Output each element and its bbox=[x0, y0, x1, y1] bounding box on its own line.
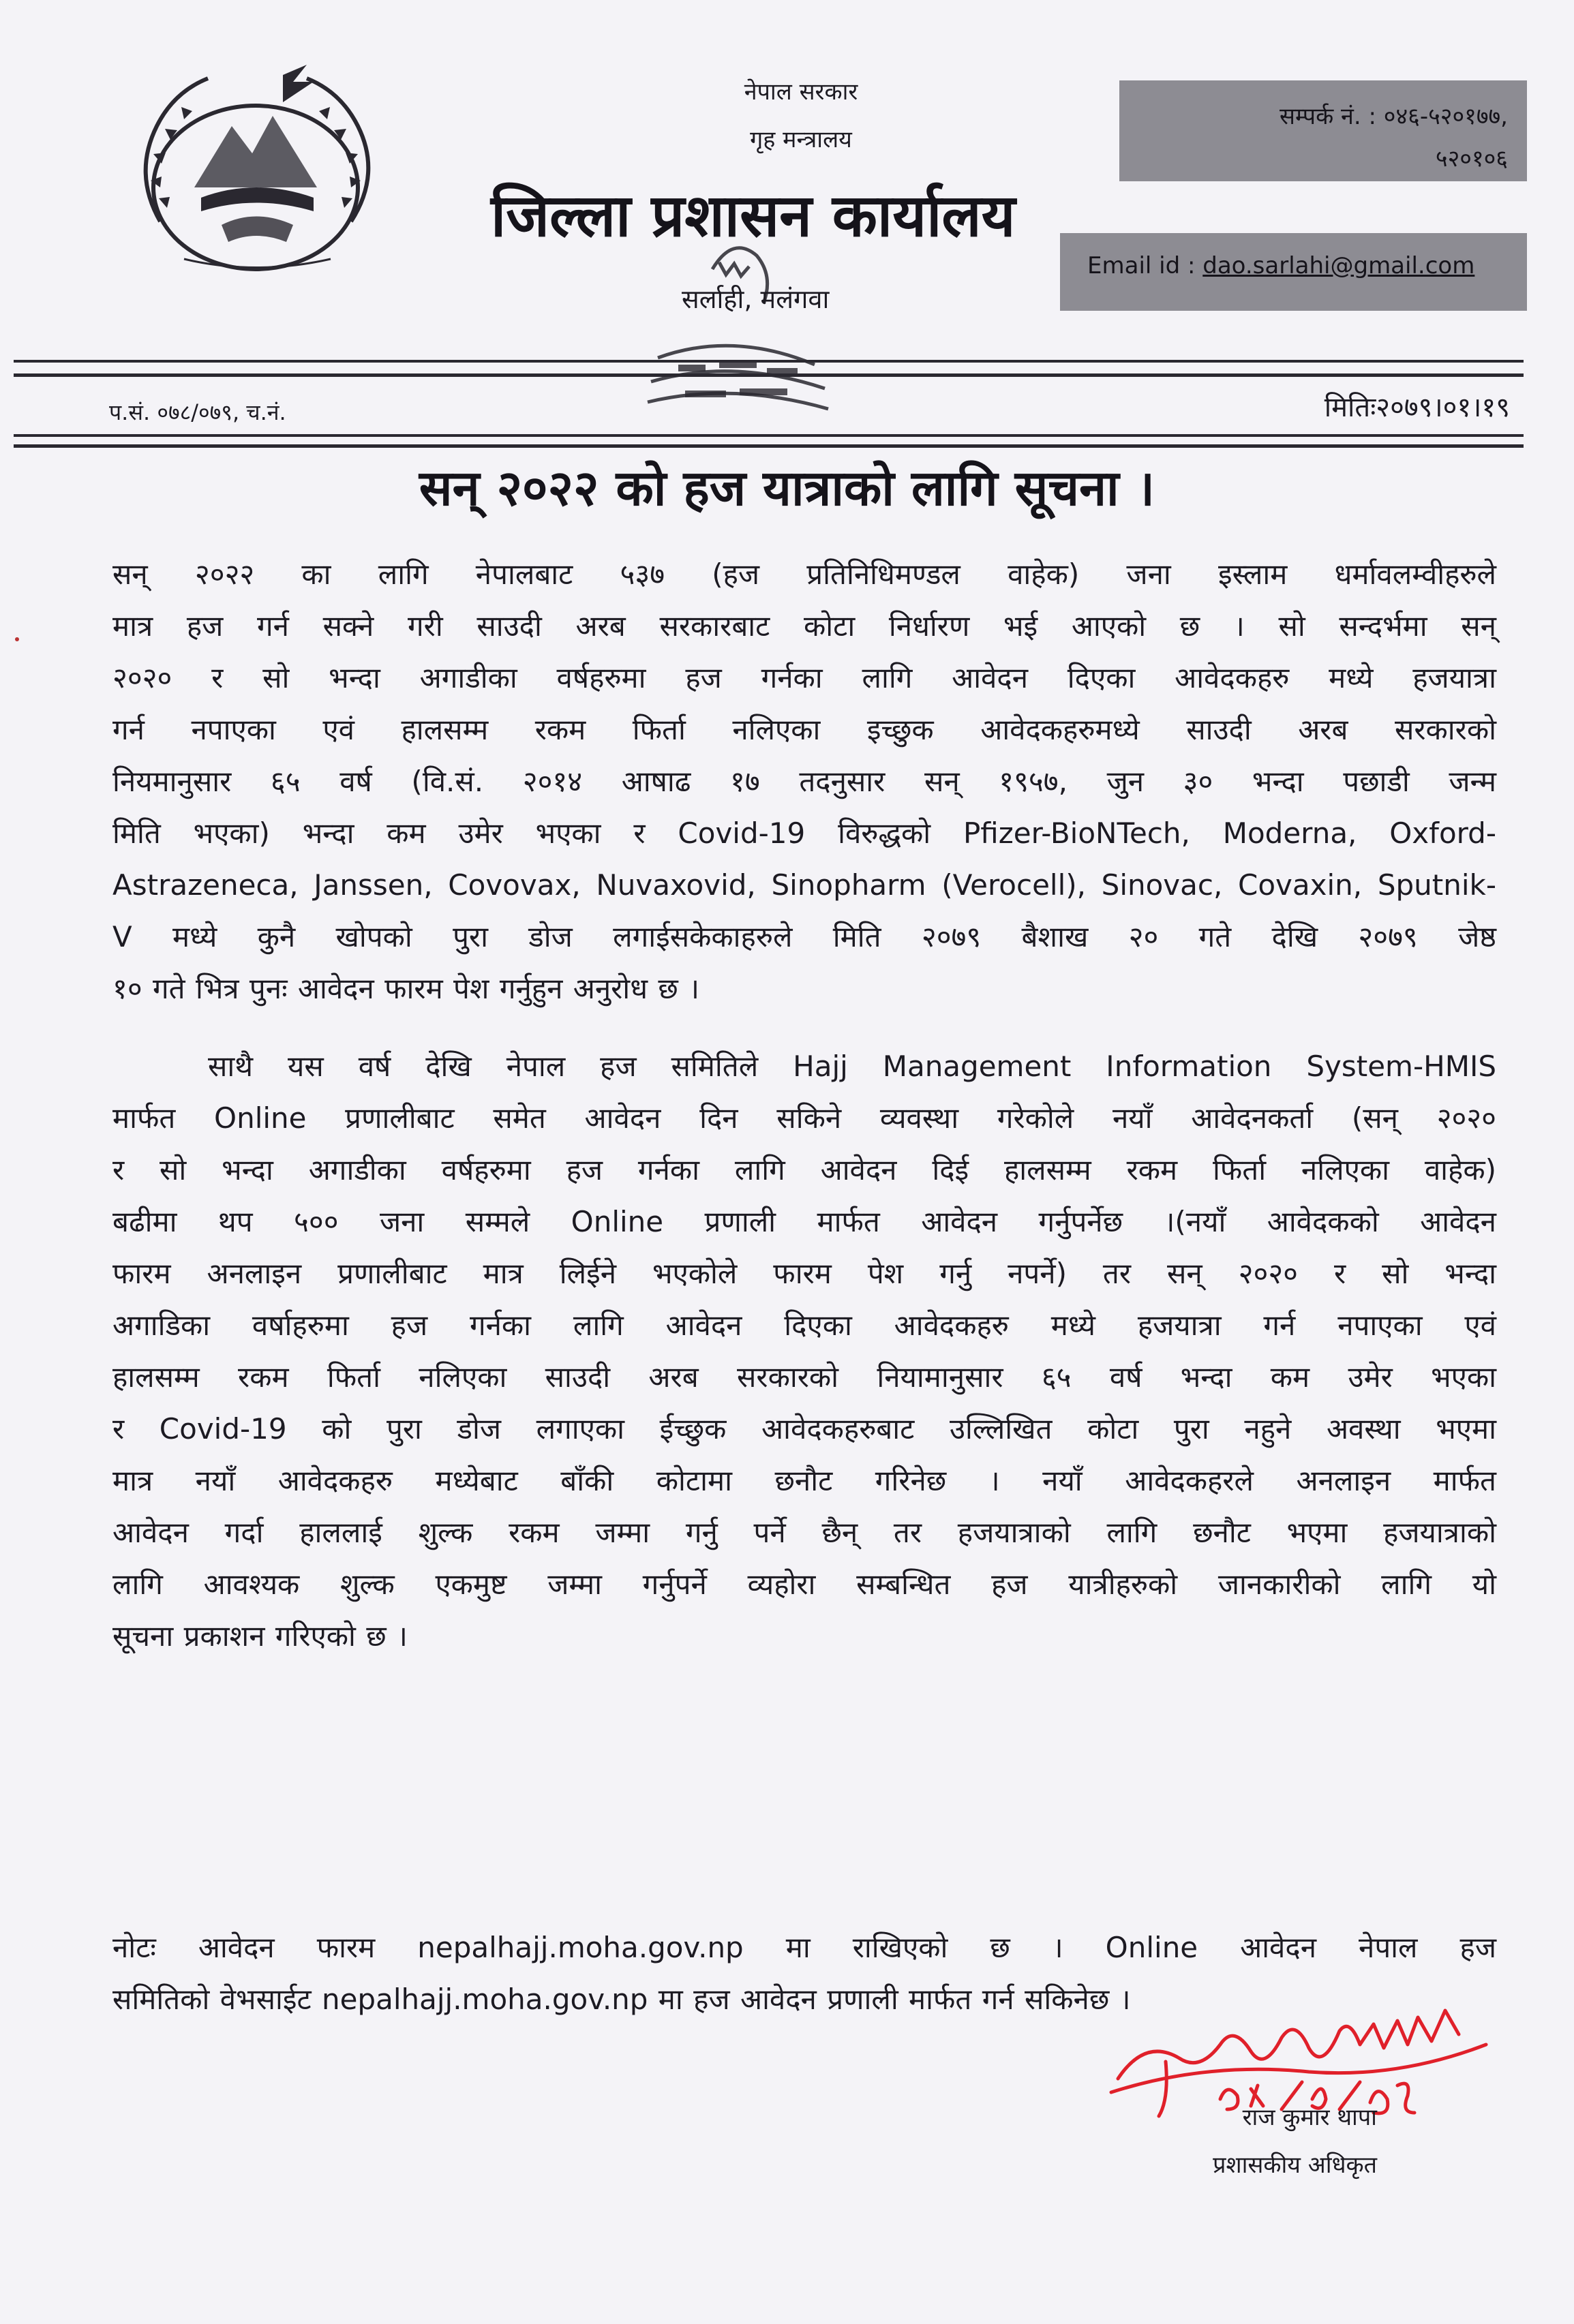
signatory-designation: प्रशासकीय अधिकृत bbox=[1213, 2152, 1377, 2179]
office-stamp-icon bbox=[631, 228, 845, 423]
signatory-name: राज कुमार थापा bbox=[1242, 2104, 1377, 2131]
paragraph-line: हालसम्म रकम फिर्ता नलिएका साउदी अरब सरकारको नियामानुसार ६५ वर्ष भन्दा कम उमेर भएका bbox=[112, 1360, 1496, 1394]
paragraph-line: अगाडिका वर्षाहरुमा हज गर्नका लागि आवेदन दिएका आवेदकहरु मध्ये हजयात्रा गर्न नपाएका एवं bbox=[112, 1309, 1496, 1342]
letter-reference: प.सं. ०७८/०७९, च.नं. bbox=[109, 399, 286, 425]
paragraph-line: १० गते भित्र पुनः आवेदन फारम पेश गर्नुहुन अनुरोध छ । bbox=[112, 972, 700, 1005]
email-link[interactable]: dao.sarlahi@gmail.com bbox=[1202, 252, 1475, 279]
paragraph-line: नियमानुसार ६५ वर्ष (वि.सं. २०१४ आषाढ १७ तदनुसार सन् १९५७, जुन ३० भन्दा पछाडी जन्म bbox=[112, 765, 1496, 798]
paragraph-line: फारम अनलाइन प्रणालीबाट मात्र लिईने भएकोले फारम पेश गर्नु नपर्ने) तर सन् २०२० र सो भन्दा bbox=[112, 1257, 1496, 1290]
notice-title: सन् २०२२ को हज यात्राको लागि सूचना । bbox=[419, 459, 1155, 517]
paragraph-line: Astrazeneca, Janssen, Covovax, Nuvaxovid, Sinopharm (Verocell), Sinovac, Covaxin, Sputnik- bbox=[112, 868, 1496, 902]
note-line: समितिको वेभसाईट nepalhajj.moha.gov.np मा हज आवेदन प्रणाली मार्फत गर्न सकिनेछ । bbox=[112, 1983, 1131, 2016]
paragraph-line: बढीमा थप ५०० जना सम्मले Online प्रणाली मार्फत आवेदन गर्नुपर्नेछ ।(नयाँ आवेदकको आवेदन bbox=[112, 1205, 1496, 1238]
paragraph-line: र सो भन्दा अगाडीका वर्षहरुमा हज गर्नका लागि आवेदन दिई हालसम्म रकम फिर्ता नलिएका वाहेक) bbox=[112, 1153, 1496, 1187]
ink-speck bbox=[15, 637, 19, 641]
notice-body bbox=[112, 549, 1496, 1662]
nepal-emblem-icon bbox=[119, 51, 395, 276]
divider bbox=[14, 434, 1524, 437]
divider bbox=[14, 360, 1524, 363]
paragraph-line: सन् २०२२ का लागि नेपालबाट ५३७ (हज प्रतिनिधिमण्डल वाहेक) जना इस्लाम धर्मावलम्वीहरुले bbox=[112, 557, 1496, 591]
paragraph-line: मार्फत Online प्रणालीबाट समेत आवेदन दिन सकिने व्यवस्था गरेकोले नयाँ आवेदनकर्ता (सन् २०२० bbox=[112, 1101, 1496, 1135]
paragraph-line: साथै यस वर्ष देखि नेपाल हज समितिले Hajj Management Information System-HMIS bbox=[208, 1050, 1496, 1083]
paragraph-line: र Covid-19 को पुरा डोज लगाएका ईच्छुक आवेदकहरुबाट उल्लिखित कोटा पुरा नहुने अवस्था भएमा bbox=[112, 1412, 1496, 1446]
paragraph-line: सूचना प्रकाशन गरिएको छ । bbox=[112, 1619, 408, 1653]
contact-numbers: ०४६-५२०१७७, bbox=[1383, 103, 1508, 130]
paragraph-line: लागि आवश्यक शुल्क एकमुष्ट जम्मा गर्नुपर्ने व्यहोरा सम्बन्धित हज यात्रीहरुको जानकारीको लागि यो bbox=[112, 1568, 1496, 1601]
government-name: नेपाल सरकार bbox=[744, 78, 858, 106]
paragraph-line: मिति भएका) भन्दा कम उमेर भएका र Covid-19 विरुद्धको Pfizer-BioNTech, Moderna, Oxford- bbox=[112, 816, 1496, 850]
letter-date: मितिः२०७९।०१।१९ bbox=[1324, 392, 1510, 423]
email-box bbox=[1060, 233, 1527, 311]
contact-label: सम्पर्क नं. : bbox=[1279, 103, 1376, 130]
contact-numbers-2: ५२०१०६ bbox=[1435, 145, 1508, 172]
office-title: जिल्ला प्रशासन कार्यालय bbox=[491, 181, 1016, 250]
paragraph-line: मात्र हज गर्न सक्ने गरी साउदी अरब सरकारबाट कोटा निर्धारण भई आएको छ । सो सन्दर्भमा सन् bbox=[112, 609, 1496, 643]
note-line: नोटः आवेदन फारम nepalhajj.moha.gov.np मा राखिएको छ । Online आवेदन नेपाल हज bbox=[112, 1931, 1496, 1964]
paragraph-line: गर्न नपाएका एवं हालसम्म रकम फिर्ता नलिएका इच्छुक आवेदकहरुमध्ये साउदी अरब सरकारको bbox=[112, 713, 1496, 746]
divider bbox=[14, 373, 1524, 377]
divider bbox=[14, 444, 1524, 448]
email-label: Email id : bbox=[1087, 252, 1196, 279]
paragraph-line: मात्र नयाँ आवेदकहरु मध्येबाट बाँकी कोटामा छनौट गरिनेछ । नयाँ आवेदकहरले अनलाइन मार्फत bbox=[112, 1464, 1496, 1497]
ministry-name: गृह मन्त्रालय bbox=[750, 126, 852, 153]
paragraph-line: २०२० र सो भन्दा अगाडीका वर्षहरुमा हज गर्नका लागि आवेदन दिएका आवेदकहरु मध्ये हजयात्रा bbox=[112, 661, 1496, 694]
office-place: सर्लाही, मलंगवा bbox=[682, 284, 830, 314]
paragraph-line: V मध्ये कुनै खोपको पुरा डोज लगाईसकेकाहरुले मिति २०७९ बैशाख २० गते देखि २०७९ जेष्ठ bbox=[112, 920, 1496, 953]
contact-box bbox=[1119, 80, 1527, 181]
paragraph-line: आवेदन गर्दा हाललाई शुल्क रकम जम्मा गर्नु पर्ने छैन् तर हजयात्राको लागि छनौट भएमा हजयात्राको bbox=[112, 1516, 1496, 1549]
